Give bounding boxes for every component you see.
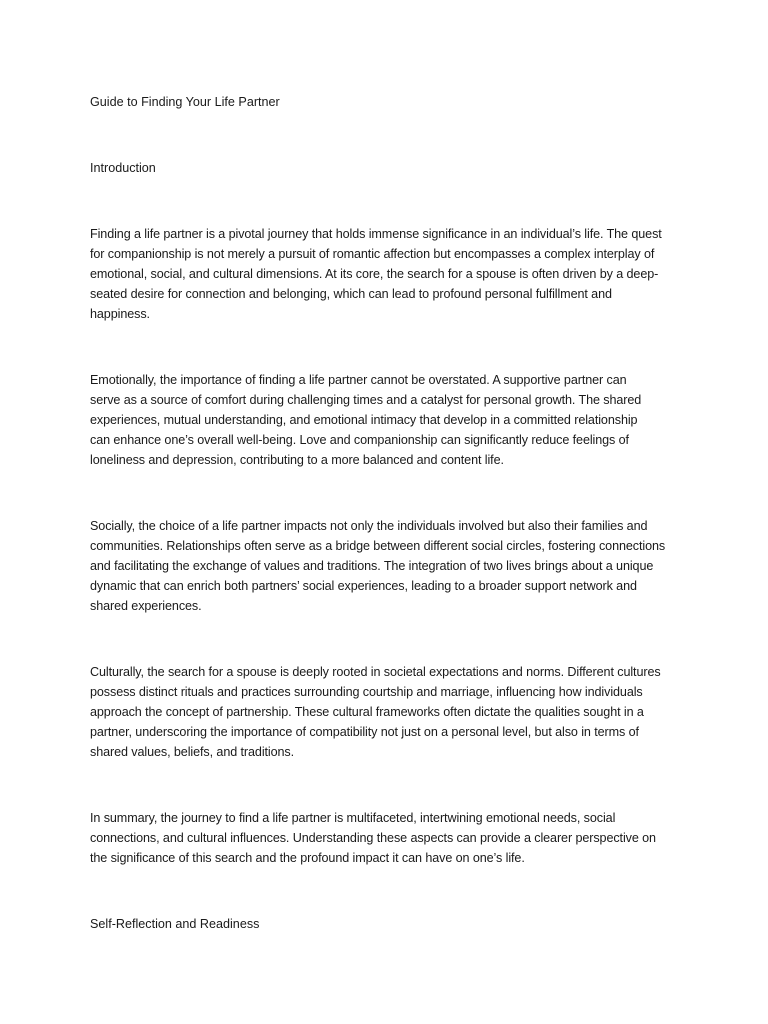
paragraph-line: for companionship is not merely a pursuit of romantic affection but encompasses a complex interplay of: [90, 247, 655, 261]
paragraph-line: serve as a source of comfort during challenging times and a catalyst for personal growth. The shared: [90, 393, 642, 407]
paragraph-line: Culturally, the search for a spouse is deeply rooted in societal expectations and norms. Different cultures: [90, 665, 661, 679]
paragraph-line: possess distinct rituals and practices surrounding courtship and marriage, influencing how individuals: [90, 685, 643, 699]
document-body: [90, 92, 684, 934]
paragraph-line: and facilitating the exchange of values and traditions. The integration of two lives brings about a unique: [90, 559, 654, 573]
paragraph-line: approach the concept of partnership. These cultural frameworks often dictate the qualities sought in a: [90, 705, 644, 719]
paragraph-line: communities. Relationships often serve as a bridge between different social circles, fostering connections: [90, 539, 666, 553]
paragraph-line: dynamic that can enrich both partners’ social experiences, leading to a broader support network and: [90, 579, 637, 593]
paragraph-line: loneliness and depression, contributing to a more balanced and content life.: [90, 453, 504, 467]
paragraph-line: happiness.: [90, 307, 150, 321]
paragraph-culturally: [90, 662, 684, 762]
paragraph-line: can enhance one’s overall well-being. Love and companionship can significantly reduce feelings of: [90, 433, 629, 447]
paragraph-line: Emotionally, the importance of finding a life partner cannot be overstated. A supportive partner can: [90, 373, 627, 387]
paragraph-line: partner, underscoring the importance of compatibility not just on a personal level, but also in terms of: [90, 725, 639, 739]
section-heading-self-reflection: Self-Reflection and Readiness: [90, 917, 260, 931]
paragraph-line: seated desire for connection and belonging, which can lead to profound personal fulfillment and: [90, 287, 612, 301]
document-title: Guide to Finding Your Life Partner: [90, 95, 280, 109]
paragraph-line: emotional, social, and cultural dimensions. At its core, the search for a spouse is often driven by a deep-: [90, 267, 659, 281]
paragraph-line: experiences, mutual understanding, and emotional intimacy that develop in a committed relationship: [90, 413, 638, 427]
paragraph-emotionally: [90, 370, 684, 470]
paragraph-line: the significance of this search and the profound impact it can have on one’s life.: [90, 851, 525, 865]
paragraph-socially: [90, 516, 684, 616]
paragraph-line: shared values, beliefs, and traditions.: [90, 745, 295, 759]
section-heading-introduction: Introduction: [90, 161, 156, 175]
paragraph-line: connections, and cultural influences. Understanding these aspects can provide a clearer perspective on: [90, 831, 656, 845]
paragraph-line: Socially, the choice of a life partner impacts not only the individuals involved but also their families and: [90, 519, 648, 533]
paragraph-finding-partner: [90, 224, 684, 324]
paragraph-summary: [90, 808, 684, 868]
paragraph-line: shared experiences.: [90, 599, 202, 613]
paragraph-line: Finding a life partner is a pivotal journey that holds immense significance in an individual’s life. The quest: [90, 227, 662, 241]
paragraph-line: In summary, the journey to find a life partner is multifaceted, intertwining emotional needs, social: [90, 811, 616, 825]
